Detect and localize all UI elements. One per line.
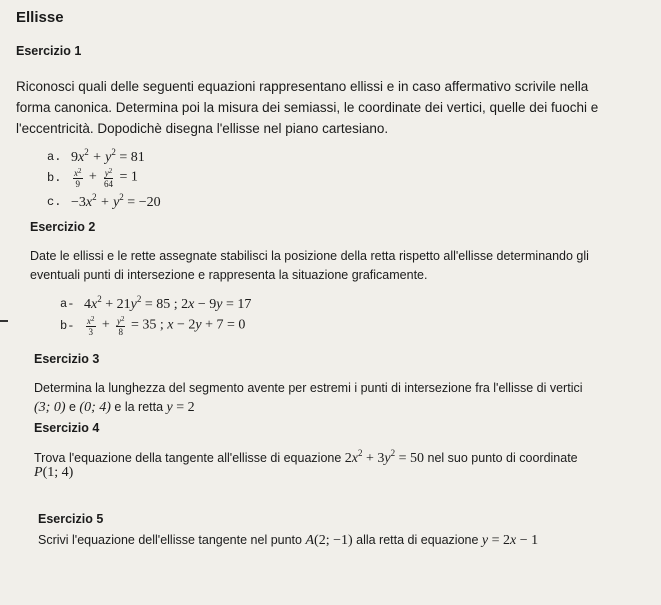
point-coordinates: P(1; 4) — [34, 465, 74, 480]
exercise-4-text-line-1 — [34, 443, 578, 469]
item-label: b. — [47, 170, 62, 185]
exercise-5-text-a: Scrivi l'equazione dell'ellisse tangente nel punto — [38, 533, 302, 547]
exercise-4-point — [34, 462, 73, 483]
exercise-1-text-line-1: Riconosci quali delle seguenti equazioni rappresentano ellissi e in caso affermativo scrivile nella — [16, 79, 589, 94]
vertex-1: (3; 0) — [34, 400, 66, 415]
equation: $\frac{x^2}{9}$ + $\frac{y^2}{64}$ = 1 — [74, 167, 138, 189]
exercise-4-text-b: nel suo punto di coordinate — [427, 451, 578, 465]
margin-mark — [0, 320, 8, 322]
exercise-2-item-a — [60, 294, 251, 313]
exercise-1-text-line-3: l'eccentricità. Dopodichè disegna l'ellisse nel piano cartesiano. — [16, 121, 389, 136]
exercise-1-item-c — [47, 192, 161, 211]
line-intro: e la retta — [114, 400, 164, 414]
conjunction: e — [68, 400, 76, 414]
exercise-1-item-a — [47, 147, 145, 166]
exercise-5-heading: Esercizio 5 — [38, 512, 104, 526]
item-label: a. — [47, 149, 62, 164]
line-equation: y = 2x − 1 — [481, 533, 539, 548]
exercise-1-text-line-2: forma canonica. Determina poi la misura dei semiassi, le coordinate dei vertici, quelle dei fuochi e — [16, 100, 599, 115]
item-label: b- — [60, 318, 75, 333]
exercise-2-item-b — [60, 314, 245, 337]
exercise-1-heading: Esercizio 1 — [16, 44, 82, 58]
exercise-4-heading: Esercizio 4 — [34, 421, 100, 435]
exercise-3-text-line-2 — [34, 397, 195, 418]
exercise-5-text-line-1 — [38, 530, 538, 551]
exercise-4-text-a: Trova l'equazione della tangente all'ellisse di equazione — [34, 451, 342, 465]
exercise-5-text-b: alla retta di equazione — [356, 533, 479, 547]
equation: $-3x^2 + y^2 = -20$ — [71, 192, 161, 210]
exercise-3-heading: Esercizio 3 — [34, 352, 100, 366]
exercise-2-text-line-2: eventuali punti di intersezione e rappresenta la situazione graficamente. — [30, 268, 428, 282]
equation: $\frac{x^2}{3}$ + $\frac{y^2}{8}$ = 35 ; x − 2y + 7 = 0 — [87, 315, 246, 337]
tangent-point: A(2; −1) — [305, 533, 353, 548]
vertex-2: (0; 4) — [79, 400, 111, 415]
equation: $9x^2 + y^2 = 81$ — [71, 147, 145, 165]
ellipse-equation: $2x^2 + 3y^2 = 50$ — [344, 448, 425, 466]
page-title: Ellisse — [16, 9, 64, 26]
exercise-3-text-line-1: Determina la lunghezza del segmento avente per estremi i punti di intersezione fra l'ellisse di vertici — [34, 381, 583, 395]
item-label: a- — [60, 296, 75, 311]
exercise-2-text-line-1: Date le ellissi e le rette assegnate stabilisci la posizione della retta rispetto all'ellisse determinando gli — [30, 249, 589, 263]
exercise-2-heading: Esercizio 2 — [30, 220, 96, 234]
item-label: c. — [47, 194, 62, 209]
exercise-1-item-b — [47, 166, 138, 189]
line-equation: y = 2 — [166, 400, 195, 415]
equation: $4x^2 + 21y^2 = 85$ ; 2x − 9y = 17 — [84, 294, 252, 312]
